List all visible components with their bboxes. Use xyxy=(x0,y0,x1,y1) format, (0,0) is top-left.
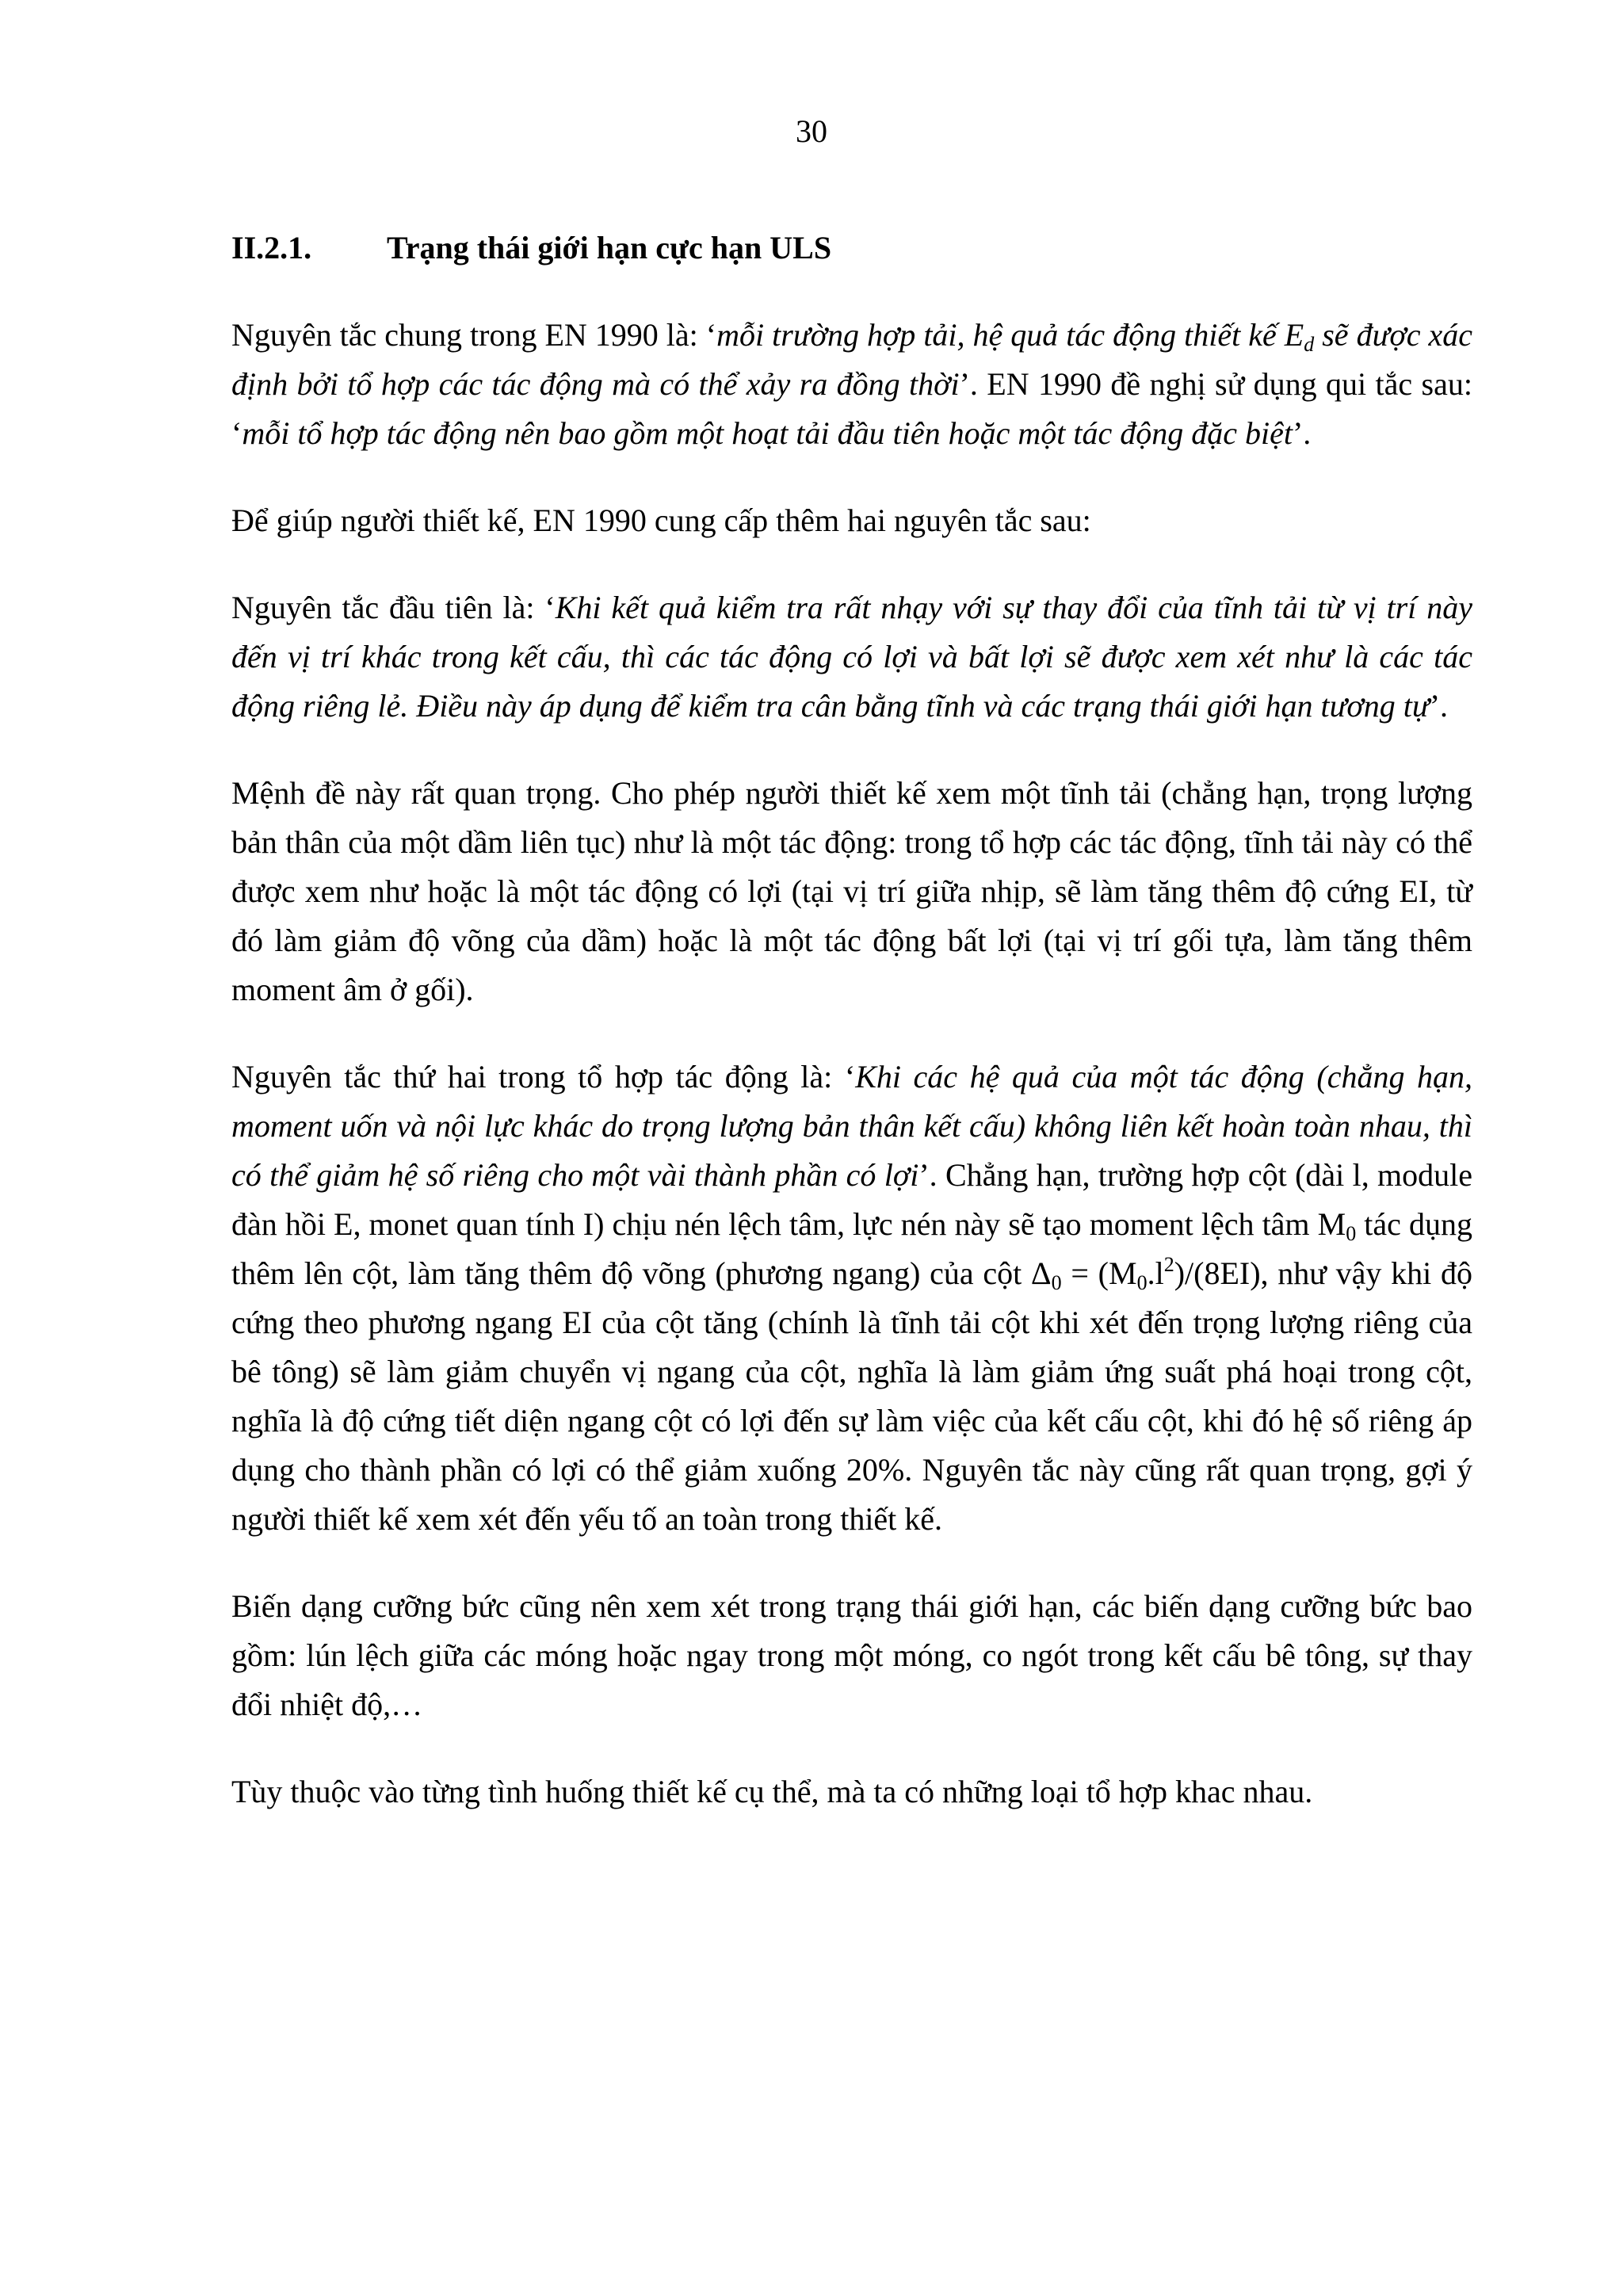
paragraph-dead-load: Mệnh đề này rất quan trọng. Cho phép người thiết kế xem một tĩnh tải (chẳng hạn, trọng lượng bản thân của một dầm liên tục) như là một tác động: trong tổ hợp các tác động, tĩnh tải này có thể được xem như hoặc là một tác động có lợi (tại vị trí giữa nhịp, sẽ làm tăng thêm độ cứng EI, từ đó làm giảm độ võng của dầm) hoặc là một tác động bất lợi (tại vị trí gối tựa, làm tăng thêm moment âm ở gối). xyxy=(231,775,1472,1007)
section-heading xyxy=(231,223,1472,273)
paragraph-design-situations: Tùy thuộc vào từng tình huống thiết kế cụ thể, mà ta có những loại tổ hợp khac nhau. xyxy=(231,1774,1313,1809)
p5-quote: Khi các hệ quả của một tác động (chẳng hạn, moment uốn và nội lực khác do trọng lượng bản thân kết cấu) không liên kết hoàn toàn nhau, thì có thể giảm hệ số riêng cho một vài thành phần có lợi xyxy=(231,1059,1473,1193)
paragraph-first-principle xyxy=(231,583,1472,731)
p5-text-d: tác dụng thêm lên cột, làm tăng thêm độ võng (phương ngang) của cột Δ xyxy=(231,1206,1472,1291)
p1-subscript-d: d xyxy=(1304,333,1315,356)
page-content xyxy=(231,223,1472,1855)
p5-subscript-m0-formula: 0 xyxy=(1136,1271,1148,1294)
p5-text-e: = (M xyxy=(1061,1255,1137,1291)
section-title: Trạng thái giới hạn cực hạn ULS xyxy=(387,230,832,266)
p1-quote-1-text: mỗi trường hợp tải, hệ quả tác động thiết kế E xyxy=(716,317,1304,353)
paragraph-general-principle xyxy=(231,311,1472,458)
p1-text-f: ’. xyxy=(1292,415,1312,451)
p5-text-c: ’. Chẳng hạn, trường hợp cột (dài l, module đàn hồi E, monet quan tính I) chịu nén lệch tâm, lực nén này sẽ tạo moment lệch tâm M xyxy=(231,1157,1472,1242)
p5-text-a: Nguyên tắc thứ hai trong tổ hợp tác động là: ‘ xyxy=(231,1059,856,1095)
paragraph-intro: Để giúp người thiết kế, EN 1990 cung cấp thêm hai nguyên tắc sau: xyxy=(231,502,1091,538)
p1-quote-2: mỗi tổ hợp tác động nên bao gồm một hoạt tải đầu tiên hoặc một tác động đặc biệt xyxy=(242,415,1293,451)
p5-subscript-m0: 0 xyxy=(1346,1222,1357,1245)
p3-quote: Khi kết quả kiểm tra rất nhạy với sự thay đổi của tĩnh tải từ vị trí này đến vị trí khác trong kết cấu, thì các tác động có lợi và bất lợi sẽ được xem xét như là các tác động riêng lẻ. Điều này áp dụng để kiểm tra cân bằng tĩnh và các trạng thái giới hạn tương tự xyxy=(231,590,1473,724)
p3-text-a: Nguyên tắc đầu tiên là: ‘ xyxy=(231,590,556,625)
page-number: 30 xyxy=(796,113,827,149)
p5-text-g: )/(8EI), như vậy khi độ cứng theo phương ngang EI của cột tăng (chính là tĩnh tải cột khi xét đến trọng lượng riêng của bê tông) sẽ làm giảm chuyển vị ngang của cột, nghĩa là làm giảm ứng suất phá hoại trong cột, nghĩa là độ cứng tiết diện ngang cột có lợi đến sự làm việc của kết cấu cột, khi đó hệ số riêng áp dụng cho thành phần có lợi có thể giảm xuống 20%. Nguyên tắc này cũng rất quan trọng, gợi ý người thiết kế xem xét đến yếu tố an toàn trong thiết kế. xyxy=(231,1255,1473,1537)
p5-superscript-2: 2 xyxy=(1163,1253,1174,1276)
p1-text-d: ’. EN 1990 đề nghị sử dụng qui tắc sau: ‘ xyxy=(231,366,1472,451)
p1-text-a: Nguyên tắc chung trong EN 1990 là: ‘ xyxy=(231,317,717,353)
paragraph-imposed-deformation: Biến dạng cưỡng bức cũng nên xem xét trong trạng thái giới hạn, các biến dạng cưỡng bức bao gồm: lún lệch giữa các móng hoặc ngay trong một móng, co ngót trong kết cấu bê tông, sự thay đổi nhiệt độ,… xyxy=(231,1588,1472,1722)
p1-quote-1-cont: sẽ được xác định bởi tổ hợp các tác động mà có thể xảy ra đồng thời xyxy=(231,317,1472,402)
paragraph-second-principle xyxy=(231,1052,1472,1544)
p3-text-c: ’. xyxy=(1429,688,1449,724)
p5-subscript-delta0: 0 xyxy=(1051,1271,1062,1294)
section-number: II.2.1. xyxy=(231,230,312,266)
p5-text-f: .l xyxy=(1147,1255,1164,1291)
